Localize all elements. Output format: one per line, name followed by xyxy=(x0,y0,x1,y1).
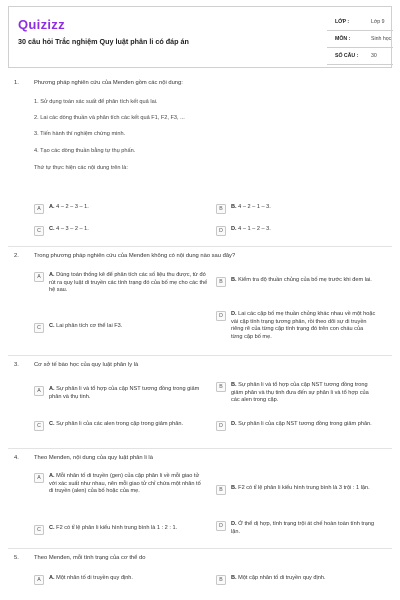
option-letter: D. xyxy=(231,226,237,232)
statement-line: 3. Tiến hành thí nghiệm chứng minh. xyxy=(34,131,126,137)
question-divider xyxy=(8,548,392,549)
question-number: 1. xyxy=(14,80,19,86)
meta-panel xyxy=(327,16,393,67)
option-text: F2 có tỉ lệ phân li kiểu hình trung bình là 3 trội : 1 lặn. xyxy=(238,485,370,491)
option-text: Mỗi nhân tố di truyền (gen) của cặp phân li về mỗi giao tử với xác suất như nhau, nên mỗi giao tử chỉ chứa một nhân tố di truyền (alen) của bố hoặc của mẹ. xyxy=(49,473,201,495)
option-text: Lai phân tích cơ thể lai F3. xyxy=(56,323,123,329)
option-text: 4 – 3 – 2 – 1. xyxy=(56,226,89,232)
option-checkbox[interactable]: C xyxy=(34,421,44,431)
meta-row-class xyxy=(327,16,393,31)
question-divider xyxy=(8,355,392,356)
answer-option-a[interactable] xyxy=(34,272,210,295)
page-title: 30 câu hỏi Trắc nghiệm Quy luật phân li có đáp án xyxy=(18,37,189,46)
question-text: Theo Menđen, mỗi tính trạng của cơ thể do xyxy=(34,555,146,561)
option-letter: A. xyxy=(49,204,55,210)
option-checkbox[interactable]: D xyxy=(216,226,226,236)
option-checkbox[interactable]: D xyxy=(216,521,226,531)
option-checkbox[interactable]: D xyxy=(216,421,226,431)
answer-option-d[interactable] xyxy=(216,521,376,536)
option-text: Sự phân li của các alen trong cặp trong giảm phân. xyxy=(56,421,184,427)
option-letter: D. xyxy=(231,521,237,527)
option-checkbox[interactable]: B xyxy=(216,485,226,495)
answer-option-d[interactable] xyxy=(216,226,376,236)
statement-line: 4. Tạo các dòng thuần bằng tự thụ phấn. xyxy=(34,148,136,154)
answer-option-d[interactable] xyxy=(216,311,376,341)
option-letter: B. xyxy=(231,575,237,581)
option-text: Một nhân tố di truyền quy định. xyxy=(56,575,133,581)
answer-option-b[interactable] xyxy=(216,204,376,214)
question-number: 4. xyxy=(14,455,19,461)
option-checkbox[interactable]: B xyxy=(216,277,226,287)
answer-option-c[interactable] xyxy=(34,226,194,236)
quizizz-logo[interactable]: Quizizz xyxy=(18,17,65,32)
option-letter: B. xyxy=(231,382,237,388)
meta-key-subject: MÔN : xyxy=(335,36,351,42)
question-number: 2. xyxy=(14,253,19,259)
question-divider xyxy=(8,448,392,449)
option-letter: A. xyxy=(49,575,55,581)
answer-option-c[interactable] xyxy=(34,421,204,431)
option-text: Dùng toán thống kê để phân tích các số liệu thu được, từ đó rút ra quy luật di truyền các tính trạng đó của bố mẹ cho các thế hệ sau. xyxy=(49,272,208,294)
option-letter: D. xyxy=(231,311,237,317)
answer-option-a[interactable] xyxy=(34,575,204,585)
option-text: 4 – 2 – 3 – 1. xyxy=(56,204,89,210)
answer-option-a[interactable] xyxy=(34,204,194,214)
option-text: Lai các cặp bố mẹ thuần chủng khác nhau về một hoặc vài cặp tính trạng tương phản, rồi theo dõi sự di truyền riêng rẽ của từng cặp tính trạng đó trên con cháu của từng cặp bố mẹ. xyxy=(231,311,376,340)
option-text: 4 – 1 – 2 – 3. xyxy=(238,226,271,232)
option-text: 4 – 2 – 1 – 3. xyxy=(238,204,271,210)
option-checkbox[interactable]: C xyxy=(34,226,44,236)
question-text: Phương pháp nghiên cứu của Menđen gồm các nội dung: xyxy=(34,80,183,86)
option-letter: A. xyxy=(49,473,55,479)
option-checkbox[interactable]: A xyxy=(34,204,44,214)
option-letter: A. xyxy=(49,386,55,392)
option-letter: C. xyxy=(49,421,55,427)
question-divider xyxy=(8,246,392,247)
answer-option-c[interactable] xyxy=(34,323,194,333)
option-letter: B. xyxy=(231,204,237,210)
option-checkbox[interactable]: A xyxy=(34,473,44,483)
meta-row-subject xyxy=(327,33,393,48)
option-checkbox[interactable]: B xyxy=(216,575,226,585)
answer-option-c[interactable] xyxy=(34,525,214,535)
question-text: Cơ sở tế bào học của quy luật phân ly là xyxy=(34,362,139,368)
meta-row-count xyxy=(327,50,393,65)
option-checkbox[interactable]: A xyxy=(34,272,44,282)
option-checkbox[interactable]: A xyxy=(34,575,44,585)
answer-option-b[interactable] xyxy=(216,382,376,405)
answer-option-b[interactable] xyxy=(216,575,376,585)
statement-line: Thứ tự thực hiện các nội dung trên là: xyxy=(34,165,128,171)
question-number: 5. xyxy=(14,555,19,561)
meta-value-count: 30 xyxy=(371,53,377,59)
option-letter: A. xyxy=(49,272,55,278)
answer-option-b[interactable] xyxy=(216,485,376,495)
option-checkbox[interactable]: B xyxy=(216,382,226,392)
option-checkbox[interactable]: D xyxy=(216,311,226,321)
option-checkbox[interactable]: B xyxy=(216,204,226,214)
option-text: Sự phân li và tổ hợp của cặp NST tương đồng trong giảm phân và thụ tinh. xyxy=(49,386,200,400)
option-checkbox[interactable]: C xyxy=(34,525,44,535)
option-text: F2 có tỉ lệ phân li kiểu hình trung bình là 1 : 2 : 1. xyxy=(56,525,178,531)
answer-option-a[interactable] xyxy=(34,473,206,496)
meta-key-class: LỚP : xyxy=(335,19,350,25)
option-checkbox[interactable]: A xyxy=(34,386,44,396)
option-letter: C. xyxy=(49,525,55,531)
option-text: Một cặp nhân tố di truyền quy định. xyxy=(238,575,326,581)
answer-option-d[interactable] xyxy=(216,421,376,431)
option-letter: B. xyxy=(231,277,237,283)
question-number: 3. xyxy=(14,362,19,368)
option-checkbox[interactable]: C xyxy=(34,323,44,333)
worksheet-header xyxy=(8,6,392,68)
option-letter: D. xyxy=(231,421,237,427)
option-letter: B. xyxy=(231,485,237,491)
option-text: Sự phân li và tổ hợp của cặp NST tương đồng trong giảm phân và thụ tinh đưa đến sự phân li và tổ hợp của các alen trong cặp. xyxy=(231,382,369,404)
option-text: Ở thể dị hợp, tính trạng trội át chế hoàn toàn tính trạng lặn. xyxy=(231,521,375,535)
option-text: Sự phân li của cặp NST tương đồng trong giảm phân. xyxy=(238,421,372,427)
answer-option-b[interactable] xyxy=(216,277,376,287)
meta-value-subject: Sinh học xyxy=(371,36,392,42)
meta-value-class: Lớp 9 xyxy=(371,19,385,25)
option-letter: C. xyxy=(49,323,55,329)
question-text: Theo Menđen, nội dung của quy luật phân li là xyxy=(34,455,153,461)
statement-line: 1. Sử dụng toán xác suất để phân tích kết quả lai. xyxy=(34,99,158,105)
answer-option-a[interactable] xyxy=(34,386,204,401)
statement-line: 2. Lai các dòng thuần và phân tích các kết quả F1, F2, F3, ... xyxy=(34,115,185,121)
question-text: Trong phương pháp nghiên cứu của Menđen không có nội dung nào sau đây? xyxy=(34,253,236,259)
option-letter: C. xyxy=(49,226,55,232)
meta-key-count: SỐ CÂU : xyxy=(335,53,359,59)
option-text: Kiểm tra độ thuần chủng của bố mẹ trước khi đem lai. xyxy=(238,277,372,283)
